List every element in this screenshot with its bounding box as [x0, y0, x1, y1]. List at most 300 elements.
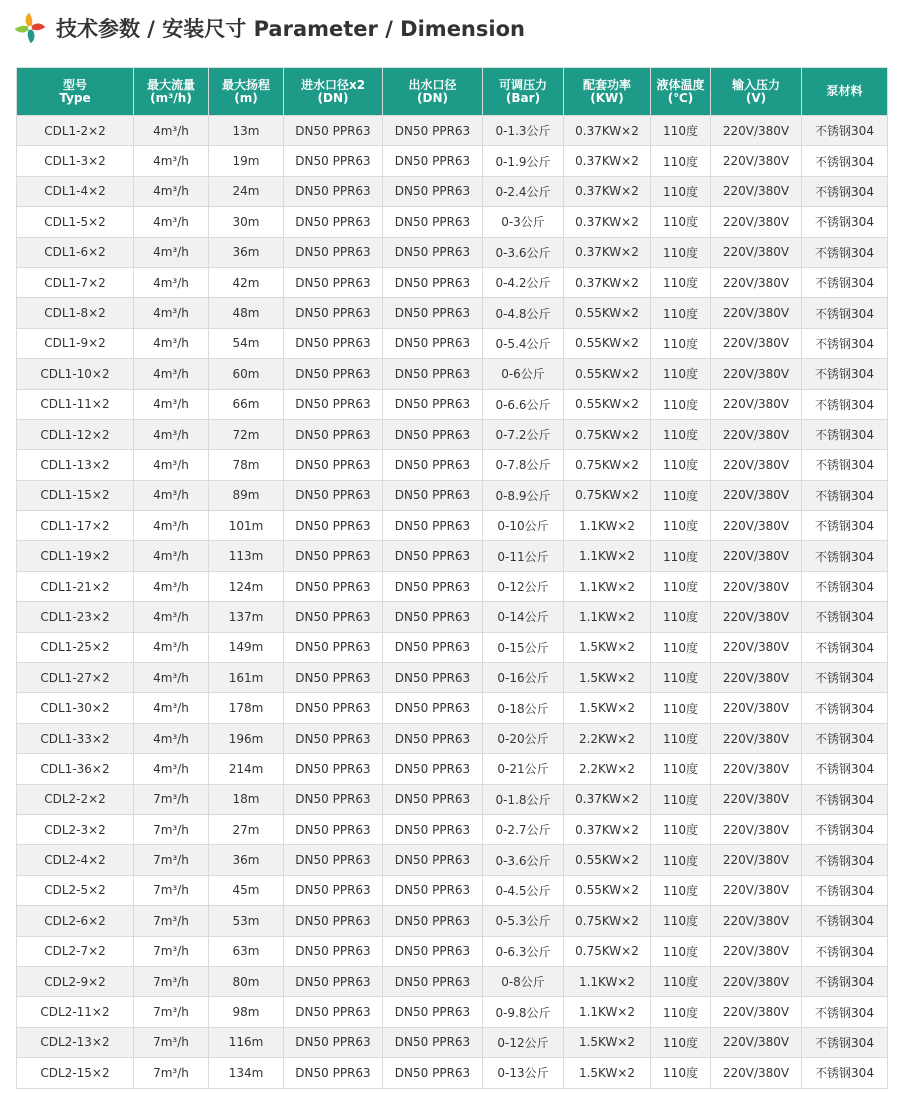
column-header-input-voltage — [711, 68, 802, 116]
cell-pump-material: 不锈钢304 — [802, 1058, 888, 1088]
cell-max-flow: 4m³/h — [134, 754, 209, 784]
cell-adjustable-pressure: 0-6.3公斤 — [483, 936, 564, 966]
cell-power: 0.75KW×2 — [564, 906, 651, 936]
cell-power: 0.55KW×2 — [564, 389, 651, 419]
cell-pump-material: 不锈钢304 — [802, 1027, 888, 1057]
cell-power: 0.37KW×2 — [564, 237, 651, 267]
cell-type: CDL1-9×2 — [17, 328, 134, 358]
cell-max-head: 60m — [209, 359, 284, 389]
column-header-label: 进水口径x2 — [300, 77, 366, 92]
cell-input-voltage: 220V/380V — [711, 1058, 802, 1088]
cell-max-head: 19m — [209, 146, 284, 176]
cell-inlet-diameter: DN50 PPR63 — [284, 389, 383, 419]
cell-type: CDL1-27×2 — [17, 663, 134, 693]
cell-power: 1.5KW×2 — [564, 693, 651, 723]
cell-liquid-temperature: 110度 — [651, 328, 711, 358]
cell-max-head: 101m — [209, 511, 284, 541]
table-row — [17, 511, 888, 541]
cell-pump-material: 不锈钢304 — [802, 359, 888, 389]
cell-outlet-diameter: DN50 PPR63 — [383, 541, 483, 571]
table-row — [17, 176, 888, 206]
cell-inlet-diameter: DN50 PPR63 — [284, 511, 383, 541]
cell-liquid-temperature: 110度 — [651, 663, 711, 693]
cell-power: 1.5KW×2 — [564, 1058, 651, 1088]
cell-max-flow: 7m³/h — [134, 936, 209, 966]
cell-outlet-diameter: DN50 PPR63 — [383, 480, 483, 510]
cell-max-head: 72m — [209, 419, 284, 449]
cell-input-voltage: 220V/380V — [711, 632, 802, 662]
cell-outlet-diameter: DN50 PPR63 — [383, 359, 483, 389]
cell-max-head: 45m — [209, 875, 284, 905]
cell-input-voltage: 220V/380V — [711, 571, 802, 601]
table-row — [17, 966, 888, 996]
cell-max-head: 149m — [209, 632, 284, 662]
cell-max-head: 24m — [209, 176, 284, 206]
cell-pump-material: 不锈钢304 — [802, 723, 888, 753]
cell-adjustable-pressure: 0-21公斤 — [483, 754, 564, 784]
cell-max-flow: 4m³/h — [134, 237, 209, 267]
cell-inlet-diameter: DN50 PPR63 — [284, 723, 383, 753]
cell-outlet-diameter: DN50 PPR63 — [383, 450, 483, 480]
cell-pump-material: 不锈钢304 — [802, 906, 888, 936]
cell-adjustable-pressure: 0-4.5公斤 — [483, 875, 564, 905]
column-header-label: 液体温度 — [656, 77, 705, 92]
cell-adjustable-pressure: 0-13公斤 — [483, 1058, 564, 1088]
cell-pump-material: 不锈钢304 — [802, 814, 888, 844]
cell-liquid-temperature: 110度 — [651, 906, 711, 936]
cell-liquid-temperature: 110度 — [651, 845, 711, 875]
cell-adjustable-pressure: 0-3公斤 — [483, 207, 564, 237]
cell-outlet-diameter: DN50 PPR63 — [383, 419, 483, 449]
cell-type: CDL1-33×2 — [17, 723, 134, 753]
cell-outlet-diameter: DN50 PPR63 — [383, 784, 483, 814]
table-row — [17, 997, 888, 1027]
cell-max-head: 13m — [209, 116, 284, 146]
cell-pump-material: 不锈钢304 — [802, 116, 888, 146]
cell-power: 0.37KW×2 — [564, 176, 651, 206]
cell-adjustable-pressure: 0-8.9公斤 — [483, 480, 564, 510]
cell-max-head: 134m — [209, 1058, 284, 1088]
table-row — [17, 359, 888, 389]
cell-outlet-diameter: DN50 PPR63 — [383, 1027, 483, 1057]
cell-adjustable-pressure: 0-7.8公斤 — [483, 450, 564, 480]
cell-type: CDL1-23×2 — [17, 602, 134, 632]
cell-type: CDL2-2×2 — [17, 784, 134, 814]
cell-max-head: 116m — [209, 1027, 284, 1057]
cell-inlet-diameter: DN50 PPR63 — [284, 207, 383, 237]
column-header-unit: (Bar) — [505, 90, 541, 105]
column-header-label: 出水口径 — [408, 77, 457, 92]
table-row — [17, 723, 888, 753]
cell-liquid-temperature: 110度 — [651, 602, 711, 632]
cell-adjustable-pressure: 0-12公斤 — [483, 1027, 564, 1057]
cell-type: CDL2-11×2 — [17, 997, 134, 1027]
column-header-unit: (m) — [234, 90, 258, 105]
cell-inlet-diameter: DN50 PPR63 — [284, 1058, 383, 1088]
table-row — [17, 328, 888, 358]
column-header-label: 最大流量 — [146, 77, 195, 92]
column-header-unit: (V) — [745, 90, 767, 105]
cell-input-voltage: 220V/380V — [711, 754, 802, 784]
cell-max-head: 78m — [209, 450, 284, 480]
cell-max-flow: 4m³/h — [134, 176, 209, 206]
cell-type: CDL1-21×2 — [17, 571, 134, 601]
table-row — [17, 754, 888, 784]
cell-adjustable-pressure: 0-18公斤 — [483, 693, 564, 723]
cell-max-head: 53m — [209, 906, 284, 936]
cell-adjustable-pressure: 0-5.3公斤 — [483, 906, 564, 936]
cell-input-voltage: 220V/380V — [711, 997, 802, 1027]
table-row — [17, 663, 888, 693]
cell-max-flow: 4m³/h — [134, 207, 209, 237]
cell-max-head: 137m — [209, 602, 284, 632]
cell-max-head: 54m — [209, 328, 284, 358]
cell-input-voltage: 220V/380V — [711, 176, 802, 206]
cell-inlet-diameter: DN50 PPR63 — [284, 754, 383, 784]
table-header-row — [17, 68, 888, 116]
cell-liquid-temperature: 110度 — [651, 1058, 711, 1088]
cell-max-flow: 7m³/h — [134, 1058, 209, 1088]
cell-max-head: 48m — [209, 298, 284, 328]
cell-adjustable-pressure: 0-1.9公斤 — [483, 146, 564, 176]
cell-type: CDL1-7×2 — [17, 267, 134, 297]
cell-pump-material: 不锈钢304 — [802, 693, 888, 723]
table-row — [17, 267, 888, 297]
cell-input-voltage: 220V/380V — [711, 814, 802, 844]
cell-power: 1.1KW×2 — [564, 997, 651, 1027]
table-row — [17, 419, 888, 449]
cell-outlet-diameter: DN50 PPR63 — [383, 723, 483, 753]
cell-max-head: 80m — [209, 966, 284, 996]
table-row — [17, 632, 888, 662]
cell-max-flow: 4m³/h — [134, 511, 209, 541]
cell-liquid-temperature: 110度 — [651, 237, 711, 267]
column-header-unit: (℃) — [667, 90, 694, 105]
cell-pump-material: 不锈钢304 — [802, 663, 888, 693]
cell-liquid-temperature: 110度 — [651, 146, 711, 176]
column-header-type — [17, 68, 134, 116]
table-row — [17, 541, 888, 571]
cell-adjustable-pressure: 0-6.6公斤 — [483, 389, 564, 419]
cell-power: 0.55KW×2 — [564, 328, 651, 358]
cell-max-flow: 4m³/h — [134, 328, 209, 358]
cell-inlet-diameter: DN50 PPR63 — [284, 875, 383, 905]
cell-liquid-temperature: 110度 — [651, 207, 711, 237]
cell-inlet-diameter: DN50 PPR63 — [284, 663, 383, 693]
table-row — [17, 146, 888, 176]
cell-adjustable-pressure: 0-2.7公斤 — [483, 814, 564, 844]
cell-type: CDL1-30×2 — [17, 693, 134, 723]
cell-outlet-diameter: DN50 PPR63 — [383, 328, 483, 358]
cell-adjustable-pressure: 0-9.8公斤 — [483, 997, 564, 1027]
column-header-liquid-temperature — [651, 68, 711, 116]
cell-adjustable-pressure: 0-12公斤 — [483, 571, 564, 601]
cell-max-flow: 4m³/h — [134, 359, 209, 389]
cell-liquid-temperature: 110度 — [651, 966, 711, 996]
cell-liquid-temperature: 110度 — [651, 541, 711, 571]
parameter-table — [16, 67, 888, 1089]
table-row — [17, 480, 888, 510]
cell-liquid-temperature: 110度 — [651, 116, 711, 146]
cell-type: CDL2-4×2 — [17, 845, 134, 875]
table-row — [17, 298, 888, 328]
column-header-label: 泵材料 — [826, 84, 863, 98]
cell-type: CDL1-36×2 — [17, 754, 134, 784]
column-header-label: 可调压力 — [498, 77, 547, 92]
cell-pump-material: 不锈钢304 — [802, 419, 888, 449]
cell-liquid-temperature: 110度 — [651, 693, 711, 723]
cell-outlet-diameter: DN50 PPR63 — [383, 966, 483, 996]
cell-input-voltage: 220V/380V — [711, 1027, 802, 1057]
cell-inlet-diameter: DN50 PPR63 — [284, 176, 383, 206]
cell-type: CDL2-6×2 — [17, 906, 134, 936]
cell-inlet-diameter: DN50 PPR63 — [284, 693, 383, 723]
cell-max-head: 66m — [209, 389, 284, 419]
cell-power: 0.75KW×2 — [564, 450, 651, 480]
cell-input-voltage: 220V/380V — [711, 480, 802, 510]
cell-inlet-diameter: DN50 PPR63 — [284, 571, 383, 601]
table-row — [17, 936, 888, 966]
cell-inlet-diameter: DN50 PPR63 — [284, 419, 383, 449]
cell-max-flow: 4m³/h — [134, 602, 209, 632]
cell-liquid-temperature: 110度 — [651, 784, 711, 814]
cell-max-flow: 4m³/h — [134, 541, 209, 571]
column-header-label: 配套功率 — [582, 77, 631, 92]
cell-max-flow: 4m³/h — [134, 632, 209, 662]
cell-power: 0.75KW×2 — [564, 419, 651, 449]
cell-max-flow: 7m³/h — [134, 997, 209, 1027]
cell-outlet-diameter: DN50 PPR63 — [383, 1058, 483, 1088]
cell-adjustable-pressure: 0-3.6公斤 — [483, 237, 564, 267]
cell-power: 1.5KW×2 — [564, 663, 651, 693]
cell-liquid-temperature: 110度 — [651, 480, 711, 510]
cell-pump-material: 不锈钢304 — [802, 845, 888, 875]
column-header-pump-material — [802, 68, 888, 116]
table-row — [17, 450, 888, 480]
cell-power: 0.37KW×2 — [564, 207, 651, 237]
cell-max-head: 42m — [209, 267, 284, 297]
cell-liquid-temperature: 110度 — [651, 176, 711, 206]
cell-adjustable-pressure: 0-5.4公斤 — [483, 328, 564, 358]
cell-input-voltage: 220V/380V — [711, 784, 802, 814]
cell-pump-material: 不锈钢304 — [802, 389, 888, 419]
cell-liquid-temperature: 110度 — [651, 419, 711, 449]
cell-inlet-diameter: DN50 PPR63 — [284, 814, 383, 844]
cell-max-flow: 7m³/h — [134, 845, 209, 875]
cell-max-head: 30m — [209, 207, 284, 237]
table-row — [17, 693, 888, 723]
cell-input-voltage: 220V/380V — [711, 419, 802, 449]
cell-power: 1.1KW×2 — [564, 541, 651, 571]
cell-liquid-temperature: 110度 — [651, 814, 711, 844]
column-header-adjustable-pressure — [483, 68, 564, 116]
cell-inlet-diameter: DN50 PPR63 — [284, 784, 383, 814]
cell-inlet-diameter: DN50 PPR63 — [284, 936, 383, 966]
cell-max-flow: 4m³/h — [134, 723, 209, 753]
cell-max-head: 161m — [209, 663, 284, 693]
cell-power: 1.1KW×2 — [564, 602, 651, 632]
cell-adjustable-pressure: 0-20公斤 — [483, 723, 564, 753]
cell-input-voltage: 220V/380V — [711, 693, 802, 723]
cell-liquid-temperature: 110度 — [651, 936, 711, 966]
cell-pump-material: 不锈钢304 — [802, 541, 888, 571]
cell-type: CDL2-7×2 — [17, 936, 134, 966]
cell-input-voltage: 220V/380V — [711, 845, 802, 875]
column-header-max-flow — [134, 68, 209, 116]
cell-power: 0.37KW×2 — [564, 116, 651, 146]
cell-power: 2.2KW×2 — [564, 723, 651, 753]
cell-type: CDL1-25×2 — [17, 632, 134, 662]
cell-max-flow: 7m³/h — [134, 966, 209, 996]
pinwheel-leaf-logo-icon — [12, 10, 48, 46]
cell-adjustable-pressure: 0-10公斤 — [483, 511, 564, 541]
cell-power: 2.2KW×2 — [564, 754, 651, 784]
cell-liquid-temperature: 110度 — [651, 389, 711, 419]
cell-input-voltage: 220V/380V — [711, 906, 802, 936]
cell-input-voltage: 220V/380V — [711, 267, 802, 297]
cell-max-flow: 4m³/h — [134, 693, 209, 723]
table-row — [17, 906, 888, 936]
cell-max-head: 113m — [209, 541, 284, 571]
cell-liquid-temperature: 110度 — [651, 450, 711, 480]
table-row — [17, 875, 888, 905]
table-row — [17, 814, 888, 844]
cell-adjustable-pressure: 0-6公斤 — [483, 359, 564, 389]
cell-input-voltage: 220V/380V — [711, 511, 802, 541]
cell-input-voltage: 220V/380V — [711, 966, 802, 996]
cell-pump-material: 不锈钢304 — [802, 784, 888, 814]
cell-power: 1.5KW×2 — [564, 1027, 651, 1057]
cell-liquid-temperature: 110度 — [651, 571, 711, 601]
cell-liquid-temperature: 110度 — [651, 511, 711, 541]
cell-adjustable-pressure: 0-4.8公斤 — [483, 298, 564, 328]
cell-max-head: 89m — [209, 480, 284, 510]
cell-outlet-diameter: DN50 PPR63 — [383, 237, 483, 267]
column-header-unit: Type — [59, 90, 91, 105]
cell-max-flow: 4m³/h — [134, 480, 209, 510]
cell-adjustable-pressure: 0-2.4公斤 — [483, 176, 564, 206]
cell-input-voltage: 220V/380V — [711, 602, 802, 632]
cell-type: CDL1-6×2 — [17, 237, 134, 267]
table-row — [17, 571, 888, 601]
cell-pump-material: 不锈钢304 — [802, 875, 888, 905]
cell-max-head: 178m — [209, 693, 284, 723]
table-row — [17, 602, 888, 632]
cell-inlet-diameter: DN50 PPR63 — [284, 359, 383, 389]
table-row — [17, 207, 888, 237]
cell-max-flow: 4m³/h — [134, 419, 209, 449]
cell-inlet-diameter: DN50 PPR63 — [284, 328, 383, 358]
cell-adjustable-pressure: 0-4.2公斤 — [483, 267, 564, 297]
cell-input-voltage: 220V/380V — [711, 450, 802, 480]
cell-power: 0.75KW×2 — [564, 936, 651, 966]
column-header-label: 输入压力 — [731, 77, 780, 92]
cell-max-head: 27m — [209, 814, 284, 844]
cell-type: CDL1-5×2 — [17, 207, 134, 237]
cell-pump-material: 不锈钢304 — [802, 966, 888, 996]
table-row — [17, 845, 888, 875]
cell-power: 0.55KW×2 — [564, 875, 651, 905]
cell-max-flow: 7m³/h — [134, 814, 209, 844]
table-row — [17, 237, 888, 267]
cell-max-flow: 4m³/h — [134, 450, 209, 480]
cell-input-voltage: 220V/380V — [711, 237, 802, 267]
cell-max-flow: 4m³/h — [134, 389, 209, 419]
cell-max-flow: 7m³/h — [134, 906, 209, 936]
cell-inlet-diameter: DN50 PPR63 — [284, 480, 383, 510]
cell-pump-material: 不锈钢304 — [802, 207, 888, 237]
cell-outlet-diameter: DN50 PPR63 — [383, 207, 483, 237]
cell-outlet-diameter: DN50 PPR63 — [383, 845, 483, 875]
cell-pump-material: 不锈钢304 — [802, 267, 888, 297]
cell-power: 1.1KW×2 — [564, 571, 651, 601]
cell-max-head: 124m — [209, 571, 284, 601]
cell-max-head: 63m — [209, 936, 284, 966]
cell-type: CDL1-19×2 — [17, 541, 134, 571]
cell-max-flow: 7m³/h — [134, 1027, 209, 1057]
cell-pump-material: 不锈钢304 — [802, 328, 888, 358]
page-title: 技术参数 / 安装尺寸 Parameter / Dimension — [56, 17, 525, 41]
cell-input-voltage: 220V/380V — [711, 359, 802, 389]
cell-input-voltage: 220V/380V — [711, 146, 802, 176]
cell-liquid-temperature: 110度 — [651, 632, 711, 662]
column-header-unit: (KW) — [590, 90, 624, 105]
cell-adjustable-pressure: 0-8公斤 — [483, 966, 564, 996]
cell-type: CDL1-8×2 — [17, 298, 134, 328]
cell-input-voltage: 220V/380V — [711, 328, 802, 358]
cell-pump-material: 不锈钢304 — [802, 511, 888, 541]
cell-type: CDL1-3×2 — [17, 146, 134, 176]
cell-outlet-diameter: DN50 PPR63 — [383, 997, 483, 1027]
cell-outlet-diameter: DN50 PPR63 — [383, 267, 483, 297]
cell-pump-material: 不锈钢304 — [802, 571, 888, 601]
column-header-unit: (m³/h) — [150, 90, 192, 105]
cell-power: 0.37KW×2 — [564, 267, 651, 297]
cell-type: CDL2-15×2 — [17, 1058, 134, 1088]
cell-outlet-diameter: DN50 PPR63 — [383, 176, 483, 206]
cell-inlet-diameter: DN50 PPR63 — [284, 541, 383, 571]
cell-max-head: 36m — [209, 237, 284, 267]
cell-input-voltage: 220V/380V — [711, 875, 802, 905]
column-header-power — [564, 68, 651, 116]
cell-outlet-diameter: DN50 PPR63 — [383, 814, 483, 844]
cell-outlet-diameter: DN50 PPR63 — [383, 571, 483, 601]
cell-max-flow: 4m³/h — [134, 267, 209, 297]
column-header-unit: (DN) — [417, 90, 448, 105]
cell-max-flow: 4m³/h — [134, 116, 209, 146]
cell-liquid-temperature: 110度 — [651, 875, 711, 905]
cell-outlet-diameter: DN50 PPR63 — [383, 511, 483, 541]
table-row — [17, 389, 888, 419]
cell-type: CDL1-11×2 — [17, 389, 134, 419]
cell-outlet-diameter: DN50 PPR63 — [383, 875, 483, 905]
cell-type: CDL1-4×2 — [17, 176, 134, 206]
cell-power: 0.75KW×2 — [564, 480, 651, 510]
cell-inlet-diameter: DN50 PPR63 — [284, 450, 383, 480]
cell-input-voltage: 220V/380V — [711, 298, 802, 328]
cell-input-voltage: 220V/380V — [711, 207, 802, 237]
column-header-label: 型号 — [62, 77, 87, 92]
cell-max-head: 196m — [209, 723, 284, 753]
cell-pump-material: 不锈钢304 — [802, 936, 888, 966]
cell-pump-material: 不锈钢304 — [802, 450, 888, 480]
cell-input-voltage: 220V/380V — [711, 663, 802, 693]
cell-max-flow: 4m³/h — [134, 146, 209, 176]
cell-outlet-diameter: DN50 PPR63 — [383, 389, 483, 419]
cell-type: CDL2-9×2 — [17, 966, 134, 996]
cell-outlet-diameter: DN50 PPR63 — [383, 146, 483, 176]
cell-inlet-diameter: DN50 PPR63 — [284, 146, 383, 176]
